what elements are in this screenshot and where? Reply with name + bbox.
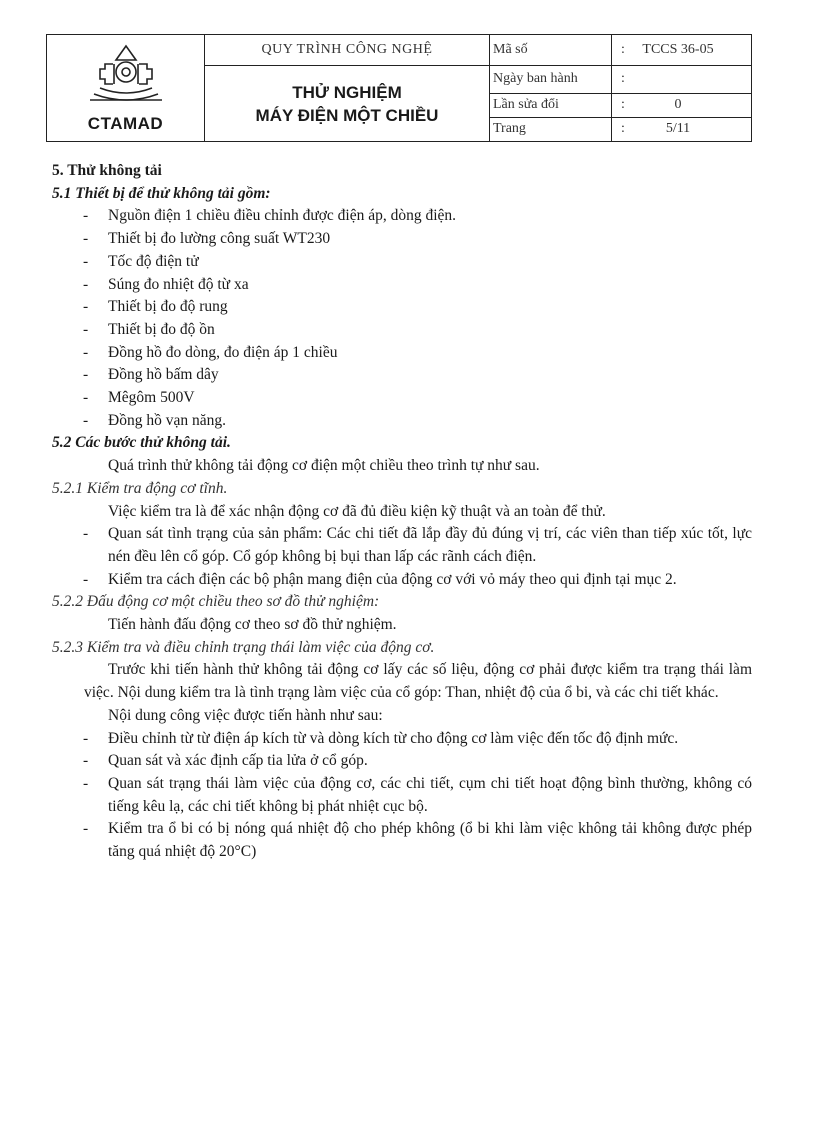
document-body (52, 160, 752, 864)
section-5-1-heading: 5.1 Thiết bị để thử không tải gồm: (52, 184, 271, 202)
operation-check-list (52, 728, 752, 864)
list-item: - Kiểm tra cách điện các bộ phận mang điện của động cơ với vỏ máy theo qui định tại mục 2. (52, 569, 752, 592)
list-item: - Tốc độ điện tử (52, 251, 752, 274)
document-title (205, 66, 490, 142)
section-5-2-2-heading: 5.2.2 Đấu động cơ một chiều theo sơ đồ thử nghiệm: (52, 593, 380, 611)
section-5-2-text: Quá trình thử không tải động cơ điện một chiều theo trình tự như sau. (108, 457, 540, 475)
equipment-list (52, 205, 752, 432)
section-5-2-3-text-2: Nội dung công việc được tiến hành như sau: (108, 706, 383, 724)
list-item: - Kiểm tra ổ bi có bị nóng quá nhiệt độ cho phép không (ổ bi khi làm việc không tải không được phép tăng quá nhiệt độ 20°C) (52, 818, 752, 863)
list-item: - Đồng hồ bấm dây (52, 364, 752, 387)
list-item: - Thiết bị đo độ ồn (52, 319, 752, 342)
section-5-2-1-text: Việc kiểm tra là để xác nhận động cơ đã đủ điều kiện kỹ thuật và an toàn để thử. (108, 502, 606, 520)
list-item: - Đồng hồ vạn năng. (52, 410, 752, 433)
list-item: - Súng đo nhiệt độ từ xa (52, 274, 752, 297)
meta-label-page: Trang (490, 117, 612, 141)
logo-cell (47, 35, 205, 142)
section-5-2-2-text: Tiến hành đấu động cơ theo sơ đồ thử nghiệm. (108, 616, 397, 634)
list-item: - Quan sát tình trạng của sản phẩm: Các chi tiết đã lắp đầy đủ đúng vị trí, các viên than tiếp xúc tốt, lực nén đều lên cổ góp. Cổ góp không bị bụi than lấp các rãnh cách điện. (52, 523, 752, 568)
section-5-heading: 5. Thử không tải (52, 162, 162, 179)
process-label: QUY TRÌNH CÔNG NGHỆ (205, 35, 490, 66)
meta-label-revision: Lần sửa đổi (490, 93, 612, 117)
meta-value-revision: : 0 (612, 93, 752, 117)
title-line-2: MÁY ĐIỆN MỘT CHIỀU (255, 105, 439, 125)
meta-label-code: Mã số (490, 35, 612, 66)
logo-text: CTAMAD (87, 114, 164, 133)
title-line-1: THỬ NGHIỆM (292, 82, 402, 102)
list-item: - Quan sát và xác định cấp tia lửa ở cổ góp. (52, 750, 752, 773)
document-header (46, 34, 752, 142)
section-5-2-3-text-1: Trước khi tiến hành thử không tải động cơ lấy các số liệu, động cơ phải được kiểm tra trạng thái làm việc. Nội dung kiểm tra là tình trạng làm việc của cổ góp: Than, nhiệt độ của ổ bi, và các chi tiết khác. (84, 661, 752, 702)
meta-value-issue-date: : (612, 66, 752, 94)
section-5-2-3-heading: 5.2.3 Kiểm tra và điều chỉnh trạng thái làm việc của động cơ. (52, 638, 435, 656)
meta-value-page: : 5/11 (612, 117, 752, 141)
list-item: - Thiết bị đo độ rung (52, 296, 752, 319)
company-logo-icon (80, 42, 172, 112)
section-5-2-1-heading: 5.2.1 Kiểm tra động cơ tĩnh. (52, 479, 228, 497)
list-item: - Điều chỉnh từ từ điện áp kích từ và dòng kích từ cho động cơ làm việc đến tốc độ định mức. (52, 728, 752, 751)
meta-value-code: : TCCS 36-05 (612, 35, 752, 66)
list-item: - Quan sát trạng thái làm việc của động cơ, các chi tiết, cụm chi tiết hoạt động bình thường, không có tiếng kêu lạ, các chi tiết không bị phát nhiệt cục bộ. (52, 773, 752, 818)
static-check-list (52, 523, 752, 591)
section-5-2-heading: 5.2 Các bước thử không tải. (52, 434, 231, 452)
list-item: - Mêgôm 500V (52, 387, 752, 410)
meta-label-issue-date: Ngày ban hành (490, 66, 612, 94)
list-item: - Nguồn điện 1 chiều điều chỉnh được điện áp, dòng điện. (52, 205, 752, 228)
list-item: - Đồng hồ đo dòng, đo điện áp 1 chiều (52, 342, 752, 365)
list-item: - Thiết bị đo lường công suất WT230 (52, 228, 752, 251)
